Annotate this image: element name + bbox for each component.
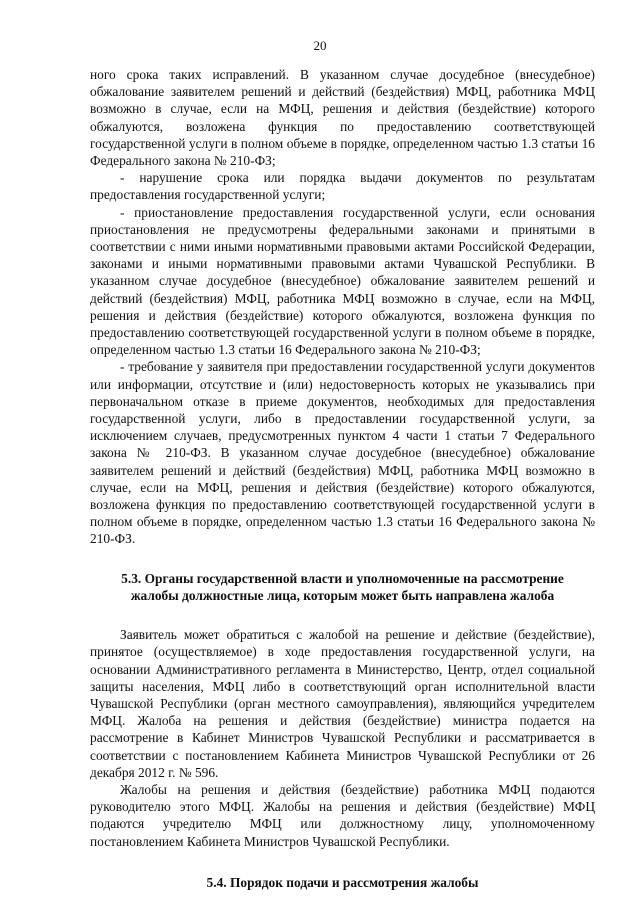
section-5-3-title-line2: жалобы должностные лица, которым может быть направлена жалоба: [130, 587, 555, 603]
paragraph-complaint-addressees: Заявитель может обратиться с жалобой на решение и действие (бездействие), принятое (осуществляемое) в ходе предоставления государственной услуги, на основании Административного регламента в Министерство, Центр, отдел социальной защиты населения, МФЦ либо в соответствующий орган исполнительной власти Чувашской Республики (орган местного самоуправления), являющийся учредителем МФЦ. Жалоба на решения и действия (бездействие) министра подается на рассмотрение в Кабинет Министров Чувашской Республики и рассматривается в соответствии с постановлением Кабинета Министров Чувашской Республики от 26 декабря 2012 г. № 596.: [90, 627, 595, 780]
list-item-deadline-violation: - нарушение срока или порядка выдачи документов по результатам предоставления государственной услуги;: [90, 170, 595, 203]
paragraph-continuation: ного срока таких исправлений. В указанном случае досудебное (внесудебное) обжалование заявителем решений и действий (бездействия) МФЦ, работника МФЦ возможно в случае, если на МФЦ, решения и действия (бездействие) которого обжалуются, возложена функция по предоставлению соответствующей государственной услуги в полном объеме в порядке, определенном частью 1.3 статьи 16 Федерального закона № 210-ФЗ;: [90, 67, 595, 169]
section-5-3-heading: [90, 570, 595, 604]
paragraph-mfc-complaints: Жалобы на решения и действия (бездействие) работника МФЦ подаются руководителю этого МФЦ. Жалобы на решения и действия (бездействие) МФЦ подаются учредителю МФЦ или должностному лицу, уполномоченному постановлением Кабинета Министров Чувашской Республики.: [90, 781, 595, 849]
list-item-suspension: - приостановление предоставления государственной услуги, если основания приостановления не предусмотрены федеральными законами и принятыми в соответствии с ними иными нормативными правовыми актами Российской Федерации, законами и иными нормативными правовыми актами Чувашской Республики. В указанном случае досудебное (внесудебное) обжалование заявителем решений и действий (бездействия) МФЦ, работника МФЦ возможно в случае, если на МФЦ, решения и действия (бездействие) которого обжалуются, возложена функция по предоставлению соответствующей государственной услуги в полном объеме в порядке, определенном частью 1.3 статьи 16 Федерального закона № 210-ФЗ;: [90, 204, 595, 358]
page-number: 20: [313, 38, 327, 53]
section-5-4-heading: 5.4. Порядок подачи и рассмотрения жалобы: [206, 874, 479, 890]
document-body: [90, 66, 595, 891]
list-item-document-requirement: - требование у заявителя при предоставлении государственной услуги документов или информации, отсутствие и (или) недостоверность которых не указывались при первоначальном отказе в приеме документов, необходимых для предоставления государственной услуги, либо в предоставлении государственной услуги, за исключением случаев, предусмотренных пунктом 4 части 1 статьи 7 Федерального закона № 210-ФЗ. В указанном случае досудебное (внесудебное) обжалование заявителем решений и действий (бездействия) МФЦ, работника МФЦ возможно в случае, если на МФЦ, решения и действия (бездействие) которого обжалуются, возложена функция по предоставлению соответствующей государственной услуги в полном объеме в порядке, определенном частью 1.3 статьи 16 Федерального закона № 210-ФЗ.: [90, 359, 595, 547]
section-5-3-title-line1: 5.3. Органы государственной власти и уполномоченные на рассмотрение: [121, 570, 564, 586]
